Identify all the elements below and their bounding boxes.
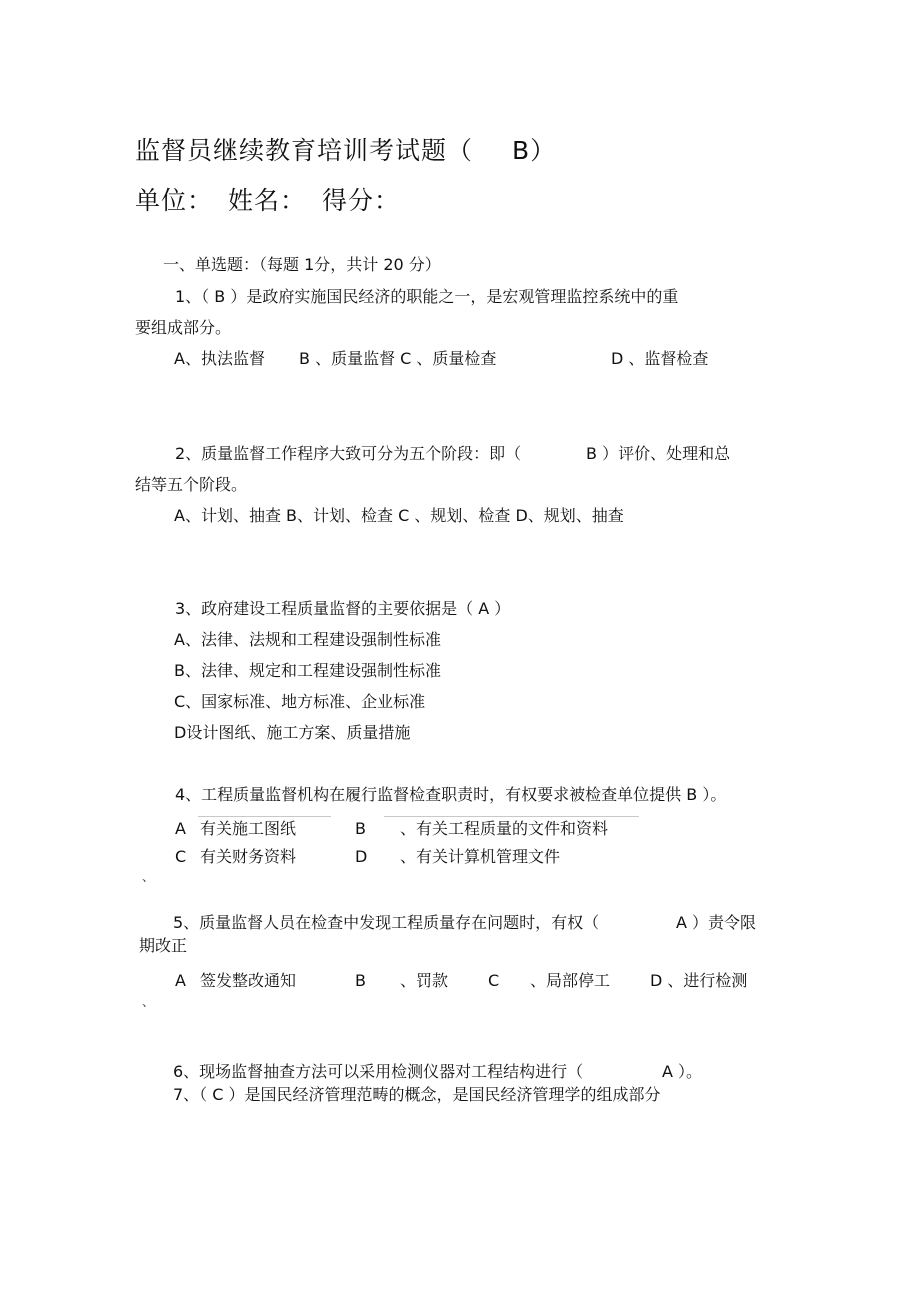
question-5-option-b-text: 、罚款 — [400, 971, 449, 990]
question-4-option-c-text: 有关财务资料 — [200, 847, 297, 866]
question-5-option-d: D 、进行检测 — [650, 971, 748, 990]
name-label: 姓名： — [228, 186, 307, 215]
unit-label: 单位： — [135, 186, 214, 215]
question-3-option-a: A、法律、法规和工程建设强制性标准 — [174, 630, 441, 649]
question-5-option-c-letter: C — [488, 971, 500, 990]
exam-title: 监督员继续教育培训考试题（ — [135, 136, 474, 165]
score-label: 得分： — [322, 186, 401, 215]
stray-comma-mark: 、 — [142, 995, 155, 1009]
question-2-options: A、计划、抽查 B、计划、检查 C 、规划、检查 D、规划、抽查 — [174, 506, 624, 525]
section-heading: 一、单选题：（每题 1分，共计 20 分） — [163, 255, 441, 274]
question-2-line-1a: 2、质量监督工作程序大致可分为五个阶段：即（ — [175, 444, 522, 463]
blank-underline — [198, 816, 331, 817]
question-5-line-1a: 5、质量监督人员在检查中发现工程质量存在问题时，有权（ — [173, 913, 600, 932]
question-4-option-d-text: 、有关计算机管理文件 — [400, 847, 561, 866]
question-4-option-a-text: 有关施工图纸 — [200, 819, 297, 838]
question-5-line-1b: A ）责令限 — [676, 913, 757, 932]
question-1-option-d: D 、监督检查 — [611, 349, 709, 368]
question-1-option-bc: B 、质量监督 C 、质量检查 — [299, 349, 497, 368]
question-3-line-1: 3、政府建设工程质量监督的主要依据是（ A ） — [175, 599, 511, 618]
question-3-option-b: B、法律、规定和工程建设强制性标准 — [174, 661, 441, 680]
stray-comma-mark: 、 — [142, 870, 155, 884]
question-1-option-a: A、执法监督 — [174, 349, 265, 368]
question-4-option-b-text: 、有关工程质量的文件和资料 — [400, 819, 609, 838]
question-4-line-1: 4、工程质量监督机构在履行监督检查职责时，有权要求被检查单位提供 B ）。 — [175, 785, 727, 804]
question-5-option-c-text: 、局部停工 — [530, 971, 611, 990]
question-7-line-1: 7、（ C ）是国民经济管理范畴的概念，是国民经济管理学的组成部分 — [173, 1085, 661, 1104]
question-5-option-a-letter: A — [175, 971, 186, 990]
question-3-option-c: C、国家标准、地方标准、企业标准 — [174, 692, 426, 711]
question-4-option-a-letter: A — [175, 819, 186, 838]
question-2-line-2: 结等五个阶段。 — [135, 475, 248, 494]
question-6-line-1b: A ）。 — [662, 1062, 703, 1081]
question-4-option-d-letter: D — [355, 847, 368, 866]
question-2-line-1b: B ）评价、处理和总 — [586, 444, 731, 463]
question-1-line-1: 1、（ B ）是政府实施国民经济的职能之一，是宏观管理监控系统中的重 — [175, 287, 679, 306]
question-5-option-b-letter: B — [355, 971, 366, 990]
question-6-line-1a: 6、现场监督抽查方法可以采用检测仪器对工程结构进行（ — [173, 1062, 584, 1081]
question-4-option-b-letter: B — [355, 819, 366, 838]
question-4-option-c-letter: C — [175, 847, 187, 866]
question-5-line-2: 期改正 — [139, 936, 188, 955]
blank-underline — [384, 816, 639, 817]
question-1-line-2: 要组成部分。 — [135, 318, 232, 337]
question-5-option-a-text: 签发整改通知 — [200, 971, 297, 990]
exam-version: B） — [512, 136, 557, 165]
question-3-option-d: D设计图纸、施工方案、质量措施 — [174, 723, 411, 742]
